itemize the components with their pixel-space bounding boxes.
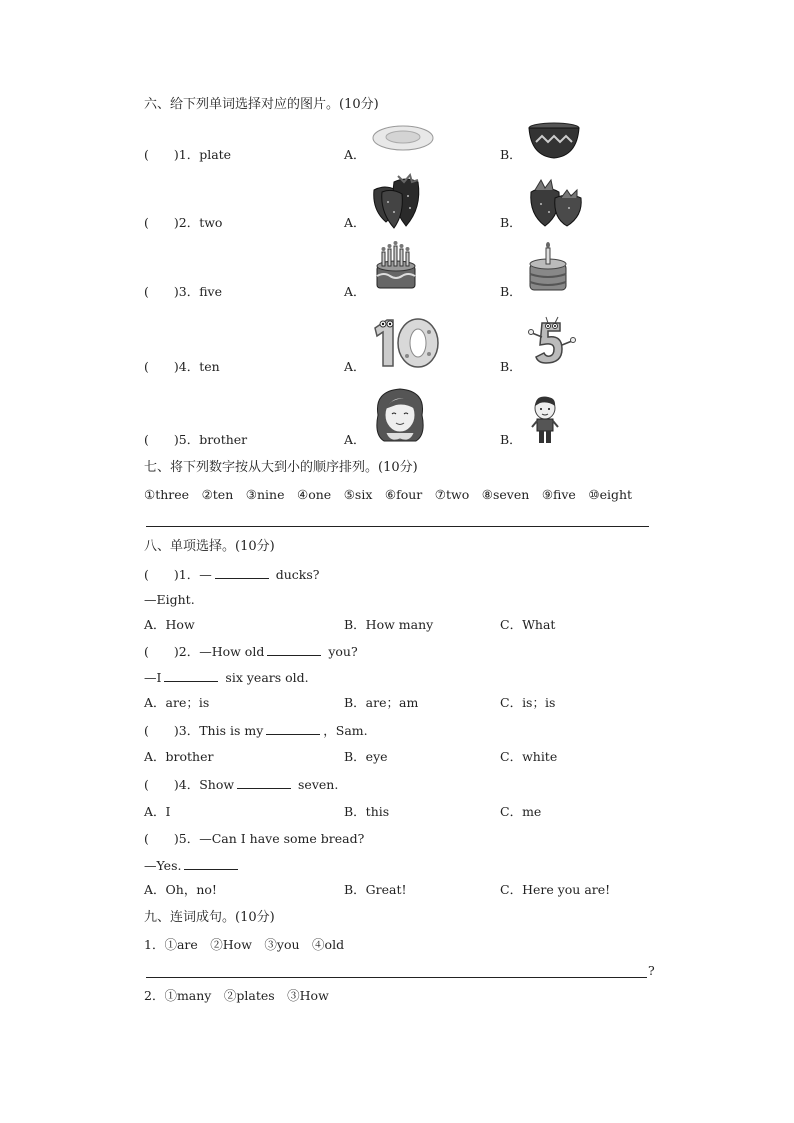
- number-word: ⑩eight: [588, 487, 633, 502]
- q6-2-option-a-label: A．: [344, 215, 366, 230]
- q6-4-text: ( )4．ten: [144, 359, 220, 374]
- q8-3-option-c: C．white: [500, 749, 558, 764]
- q8-5-option-c: C．Here you are!: [500, 882, 611, 897]
- q8-3-option-a: A．brother: [144, 749, 214, 764]
- answer-blank[interactable]: [184, 857, 238, 870]
- q8-2-reply: —I six years old.: [144, 670, 309, 685]
- number-word: ⑥four: [384, 487, 423, 502]
- q8-5-reply: —Yes.: [144, 857, 241, 874]
- q6-3-option-a-label: A．: [344, 284, 366, 299]
- section8-heading: 八、单项选择。(10分): [144, 539, 275, 554]
- q8-2-option-a: A．are；is: [144, 695, 210, 710]
- answer-blank[interactable]: [237, 776, 291, 789]
- q8-4-stem: ( )4．Show seven.: [144, 777, 339, 792]
- three-strawberries-icon: [368, 172, 426, 230]
- bowl-icon: [528, 122, 580, 160]
- q8-3-stem: ( )3．This is my ，Sam.: [144, 723, 368, 738]
- q8-5-option-b: B．Great!: [344, 882, 407, 897]
- q8-4-option-a: A．I: [144, 804, 171, 819]
- q6-5-option-b-label: B．: [500, 432, 522, 447]
- q8-2-stem: ( )2．—How old you?: [144, 644, 358, 659]
- q8-3-option-b: B．eye: [344, 749, 388, 764]
- q6-1-option-b-label: B．: [500, 147, 522, 162]
- cake-one-candle-icon: [528, 242, 568, 294]
- q6-4-option-a-label: A．: [344, 359, 366, 374]
- q6-2-option-b-label: B．: [500, 215, 522, 230]
- two-strawberries-icon: [527, 176, 585, 228]
- q9-1-end-mark: ?: [648, 963, 655, 978]
- q8-1-option-a: A．How: [144, 617, 195, 632]
- q9-1-words: 1．①are ②How ③you ④old: [144, 937, 345, 952]
- section7-heading: 七、将下列数字按从大到小的顺序排列。(10分): [144, 460, 418, 475]
- q8-5-option-a: A．Oh，no!: [144, 882, 217, 897]
- q8-1-stem: ( )1．— ducks?: [144, 567, 320, 582]
- q8-5-stem: ( )5．—Can I have some bread?: [144, 831, 365, 846]
- number-word: ②ten: [201, 487, 234, 502]
- q6-5-text: ( )5．brother: [144, 432, 248, 447]
- answer-blank[interactable]: [164, 669, 218, 682]
- q8-1-option-c: C．What: [500, 617, 556, 632]
- q8-1-reply: —Eight.: [144, 592, 195, 607]
- section9-heading: 九、连词成句。(10分): [144, 910, 275, 925]
- q9-2-words: 2．①many ②plates ③How: [144, 988, 329, 1003]
- number-word: ⑦two: [434, 487, 470, 502]
- plate-icon: [372, 124, 434, 152]
- girl-icon: [372, 385, 428, 447]
- number-word: ③nine: [245, 487, 285, 502]
- q6-2-text: ( )2．two: [144, 215, 223, 230]
- q8-4-option-c: C．me: [500, 804, 542, 819]
- q8-4-option-b: B．this: [344, 804, 390, 819]
- q6-1-text: ( )1．plate: [144, 147, 232, 162]
- answer-blank[interactable]: [266, 722, 320, 735]
- number-word: ⑨five: [541, 487, 576, 502]
- answer-blank[interactable]: [215, 566, 269, 579]
- q8-2-option-c: C．is；is: [500, 695, 556, 710]
- number-word: ⑧seven: [481, 487, 530, 502]
- boy-icon: [530, 395, 560, 445]
- q6-3-option-b-label: B．: [500, 284, 522, 299]
- number-word: ⑤six: [343, 487, 373, 502]
- number-five-icon: [524, 315, 576, 367]
- section6-heading: 六、给下列单词选择对应的图片。(10分): [144, 97, 379, 112]
- answer-line[interactable]: [146, 977, 647, 978]
- cake-five-candles-icon: [374, 240, 418, 292]
- q6-1-option-a-label: A．: [344, 147, 366, 162]
- number-word: ①three: [144, 487, 190, 502]
- q8-2-option-b: B．are；am: [344, 695, 419, 710]
- q6-3-text: ( )3．five: [144, 284, 223, 299]
- q8-1-option-b: B．How many: [344, 617, 434, 632]
- answer-line[interactable]: [146, 526, 649, 527]
- q6-4-option-b-label: B．: [500, 359, 522, 374]
- number-word-list: [144, 487, 632, 503]
- answer-blank[interactable]: [267, 643, 321, 656]
- q6-5-option-a-label: A．: [344, 432, 366, 447]
- number-word: ④one: [297, 487, 332, 502]
- number-ten-icon: [371, 316, 441, 370]
